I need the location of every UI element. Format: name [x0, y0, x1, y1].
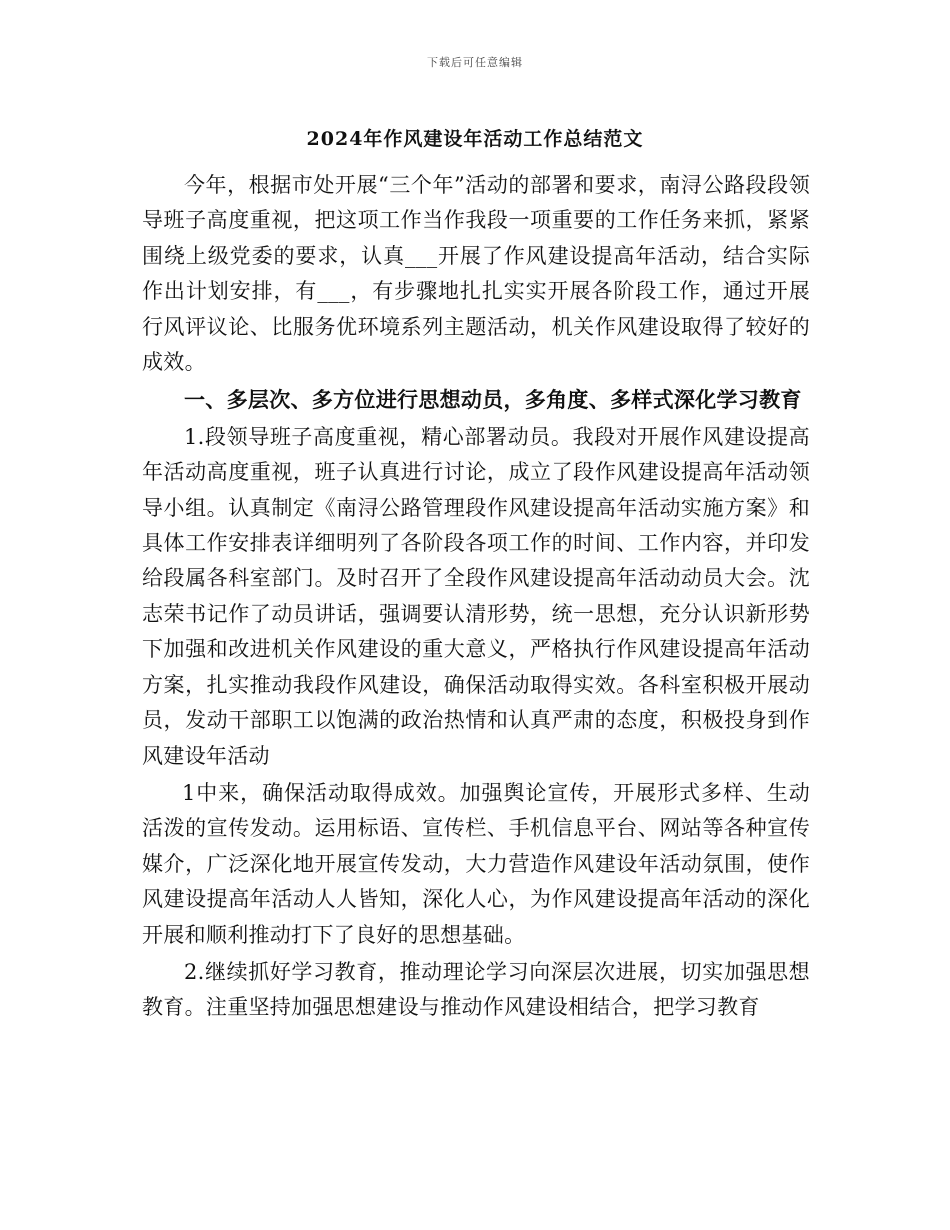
- header-note: 下载后可任意编辑: [427, 56, 523, 69]
- document-title: 2024年作风建设年活动工作总结范文: [306, 128, 644, 150]
- document-body: [142, 168, 810, 1026]
- item-2-paragraph: 2.继续抓好学习教育，推动理论学习向深层次进展，切实加强思想教育。注重坚持加强思想建设与推动作风建设相结合，把学习教育: [142, 959, 810, 1020]
- item-1-paragraph: 1.段领导班子高度重视，精心部署动员。我段对开展作风建设提高年活动高度重视，班子认真进行讨论，成立了段作风建设提高年活动领导小组。认真制定《南浔公路管理段作风建设提高年活动实施方案》和具体工作安排表详细明列了各阶段各项工作的时间、工作内容，并印发给段属各科室部门。及时召开了全段作风建设提高年活动动员大会。沈志荣书记作了动员讲话，强调要认清形势，统一思想，充分认识新形势下加强和改进机关作风建设的重大意义，严格执行作风建设提高年活动方案，扎实推动我段作风建设，确保活动取得实效。各科室积极开展动员，发动干部职工以饱满的政治热情和认真严肃的态度，积极投身到作风建设年活动: [142, 424, 810, 768]
- section-heading: 一、多层次、多方位进行思想动员，多角度、多样式深化学习教育: [184, 387, 802, 413]
- item-1-continuation: 1中来，确保活动取得成效。加强舆论宣传，开展形式多样、生动活泼的宣传发动。运用标语、宣传栏、手机信息平台、网站等各种宣传媒介，广泛深化地开展宣传发动，大力营造作风建设年活动氛围，使作风建设提高年活动人人皆知，深化人心，为作风建设提高年活动的深化开展和顺利推动打下了良好的思想基础。: [142, 780, 810, 947]
- intro-paragraph: 今年，根据市处开展“三个年”活动的部署和要求，南浔公路段段领导班子高度重视，把这项工作当作我段一项重要的工作任务来抓，紧紧围绕上级党委的要求，认真___开展了作风建设提高年活动，结合实际作出计划安排，有___，有步骤地扎扎实实开展各阶段工作，通过开展行风评议论、比服务优环境系列主题活动，机关作风建设取得了较好的成效。: [142, 173, 810, 375]
